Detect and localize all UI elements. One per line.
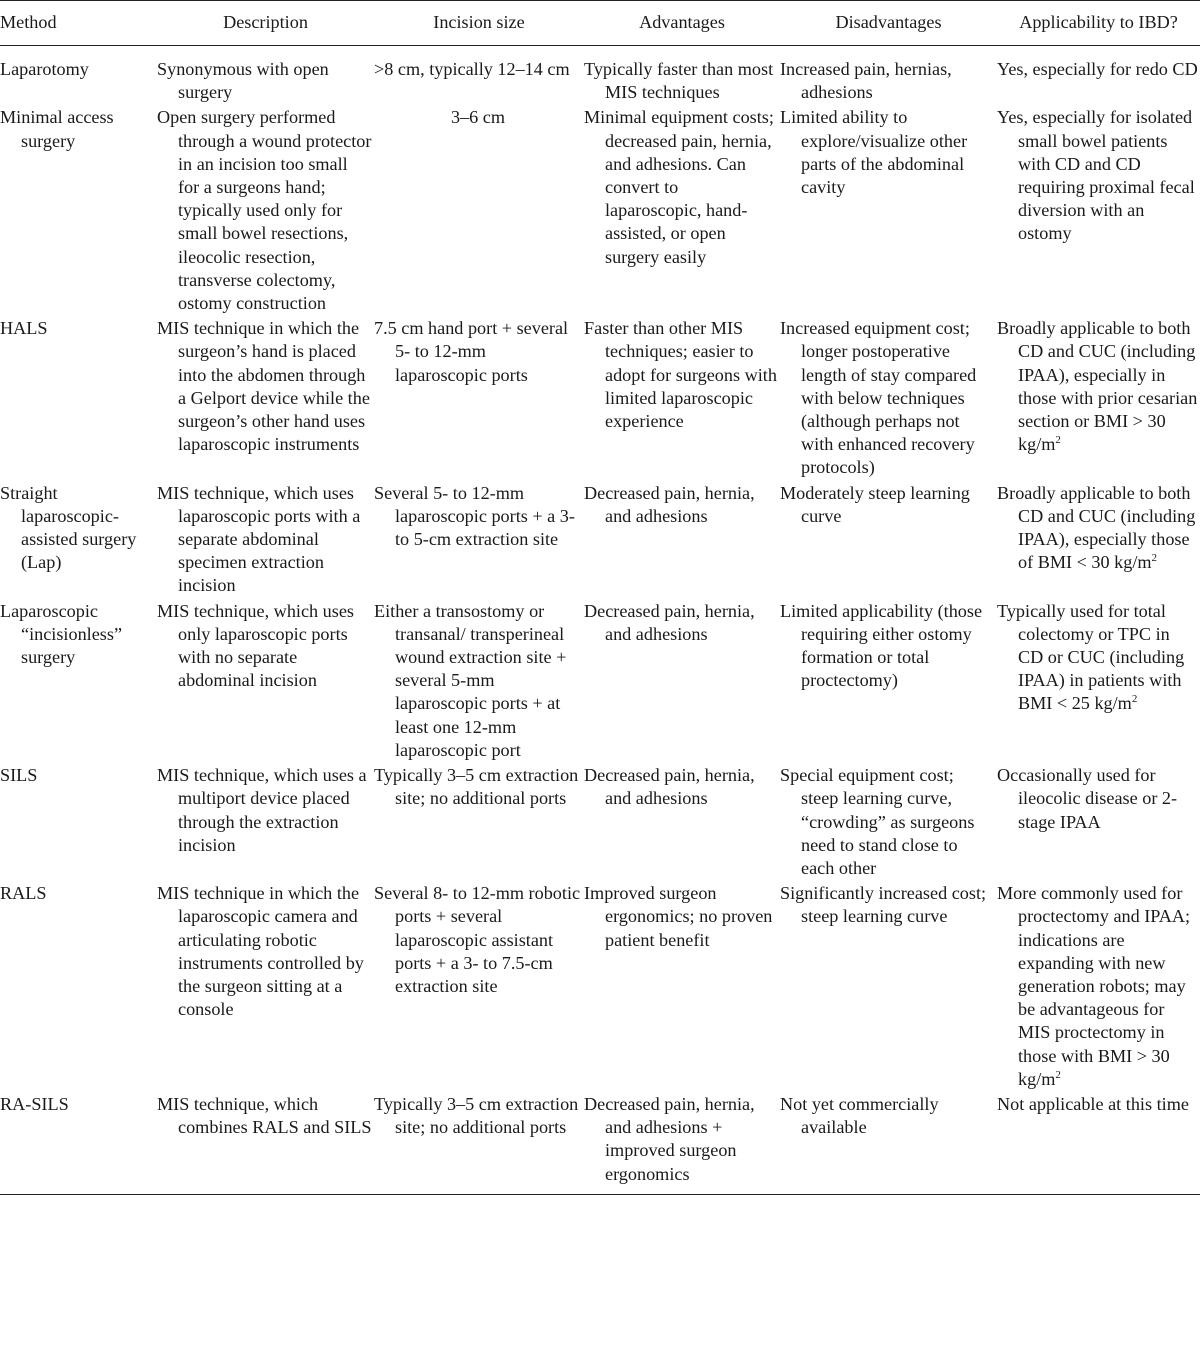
advantages-cell: Decreased pain, hernia, and adhesions	[584, 765, 755, 809]
applicability-cell: Yes, especially for redo CD	[997, 59, 1198, 79]
method-cell: Laparotomy	[0, 59, 89, 79]
table-body	[0, 46, 1200, 1195]
incision-cell: Typically 3–5 cm extraction site; no additional ports	[374, 1093, 579, 1138]
table-row	[0, 880, 1200, 1091]
header-incision-size: Incision size	[374, 1, 584, 46]
advantages-cell: Decreased pain, hernia, and adhesions	[584, 482, 755, 526]
applicability-cell: Occasionally used for ileocolic disease or 2-stage IPAA	[997, 765, 1178, 832]
description-cell: MIS technique, which uses a multiport device placed through the extraction incision	[157, 765, 367, 855]
table-row	[0, 480, 1200, 598]
header-row	[0, 1, 1200, 46]
method-cell: Laparoscopic “incisionless” surgery	[0, 600, 123, 668]
incision-cell: Typically 3–5 cm extraction site; no additional ports	[374, 765, 579, 809]
applicability-text: More commonly used for proctectomy and IPAA; indications are expanding with new generation robots; may be advantageous for MIS proctectomy in those with BMI > 30 kg/m	[997, 883, 1191, 1089]
superscript-2: 2	[1151, 552, 1158, 565]
applicability-cell	[997, 482, 1200, 575]
description-cell: Synonymous with open surgery	[157, 59, 329, 103]
applicability-cell: Not applicable at this time	[997, 1093, 1189, 1114]
incision-cell: 3–6 cm	[450, 107, 506, 128]
method-cell: RA-SILS	[0, 1093, 69, 1114]
method-cell: HALS	[0, 318, 48, 339]
applicability-cell: Yes, especially for isolated small bowel patients with CD and CD requiring proximal fecal diversion with an ostomy	[997, 107, 1195, 244]
applicability-text: Broadly applicable to both CD and CUC (including IPAA), especially in those with prior cesarian section or BMI > 30 kg/m	[997, 318, 1198, 455]
header-disadvantages: Disadvantages	[780, 1, 997, 46]
disadvantages-cell: Limited ability to explore/visualize other parts of the abdominal cavity	[780, 107, 968, 198]
header-applicability: Applicability to IBD?	[997, 1, 1200, 46]
header-description: Description	[157, 1, 374, 46]
table-row	[0, 104, 1200, 315]
disadvantages-cell: Limited applicability (those requiring either ostomy formation or total proctectomy)	[780, 600, 983, 691]
applicability-cell	[997, 317, 1200, 456]
table-row	[0, 315, 1200, 479]
method-cell: RALS	[0, 883, 47, 904]
incision-cell: Several 8- to 12-mm robotic ports + several laparoscopic assistant ports + a 3- to 7.5-cm extraction site	[374, 883, 581, 996]
description-cell: MIS technique, which uses laparoscopic ports with a separate abdominal specimen extraction incision	[157, 482, 361, 596]
table-row	[0, 762, 1200, 880]
method-cell: Straight laparoscopic-assisted surgery (Lap)	[0, 482, 137, 573]
advantages-cell: Faster than other MIS techniques; easier to adopt for surgeons with limited laparoscopic experience	[584, 318, 777, 432]
applicability-cell	[997, 882, 1200, 1091]
applicability-cell	[997, 600, 1200, 716]
description-cell: MIS technique, which uses only laparoscopic ports with no separate abdominal incision	[157, 600, 354, 691]
header-advantages: Advantages	[584, 1, 780, 46]
disadvantages-cell: Not yet commercially available	[780, 1093, 939, 1138]
header-method: Method	[0, 1, 157, 46]
advantages-cell: Typically faster than most MIS techniques	[584, 59, 774, 103]
incision-cell: 7.5 cm hand port + several 5- to 12-mm laparoscopic ports	[374, 318, 569, 385]
disadvantages-cell: Increased equipment cost; longer postoperative length of stay compared with below techniques (although perhaps not with enhanced recovery protocols)	[780, 318, 977, 478]
advantages-cell: Minimal equipment costs; decreased pain, hernia, and adhesions. Can convert to laparoscopic, hand-assisted, or open surgery easily	[584, 107, 774, 267]
advantages-cell: Decreased pain, hernia, and adhesions + improved surgeon ergonomics	[584, 1093, 755, 1184]
disadvantages-cell: Increased pain, hernias, adhesions	[780, 59, 952, 103]
disadvantages-cell: Moderately steep learning curve	[780, 482, 970, 526]
incision-cell: >8 cm, typically 12–14 cm	[374, 59, 570, 79]
description-cell: MIS technique in which the laparoscopic camera and articulating robotic instruments controlled by the surgeon sitting at a console	[157, 883, 364, 1020]
table-header	[0, 1, 1200, 46]
description-cell: MIS technique, which combines RALS and SILS	[157, 1093, 372, 1138]
applicability-text: Typically used for total colectomy or TPC in CD or CUC (including IPAA) in patients with BMI < 25 kg/m	[997, 600, 1185, 714]
method-cell: Minimal access surgery	[0, 107, 114, 151]
table-row	[0, 598, 1200, 762]
superscript-2: 2	[1055, 434, 1061, 447]
superscript-2: 2	[1055, 1068, 1061, 1081]
description-cell: MIS technique in which the surgeon’s hand is placed into the abdomen through a Gelport device while the surgeon’s other hand uses laparoscopic instruments	[157, 318, 370, 455]
superscript-2: 2	[1131, 693, 1138, 706]
applicability-text: Broadly applicable to both CD and CUC (including IPAA), especially those of BMI < 30 kg/m	[997, 482, 1196, 573]
incision-cell: Either a transostomy or transanal/ transperineal wound extraction site + several 5-mm laparoscopic ports + at least one 12-mm laparoscopic port	[374, 600, 567, 760]
advantages-cell: Decreased pain, hernia, and adhesions	[584, 600, 755, 644]
table-row	[0, 46, 1200, 105]
disadvantages-cell: Significantly increased cost; steep learning curve	[780, 883, 987, 927]
disadvantages-cell: Special equipment cost; steep learning curve, “crowding” as surgeons need to stand close to each other	[780, 765, 975, 878]
advantages-cell: Improved surgeon ergonomics; no proven patient benefit	[584, 883, 773, 950]
incision-cell: Several 5- to 12-mm laparoscopic ports + a 3- to 5-cm extraction site	[374, 482, 575, 550]
method-cell: SILS	[0, 765, 38, 786]
table-row	[0, 1091, 1200, 1194]
description-cell: Open surgery performed through a wound protector in an incision too small for a surgeons hand; typically used only for small bowel resections, ileocolic resection, transverse colectomy, ostomy construction	[157, 107, 372, 314]
